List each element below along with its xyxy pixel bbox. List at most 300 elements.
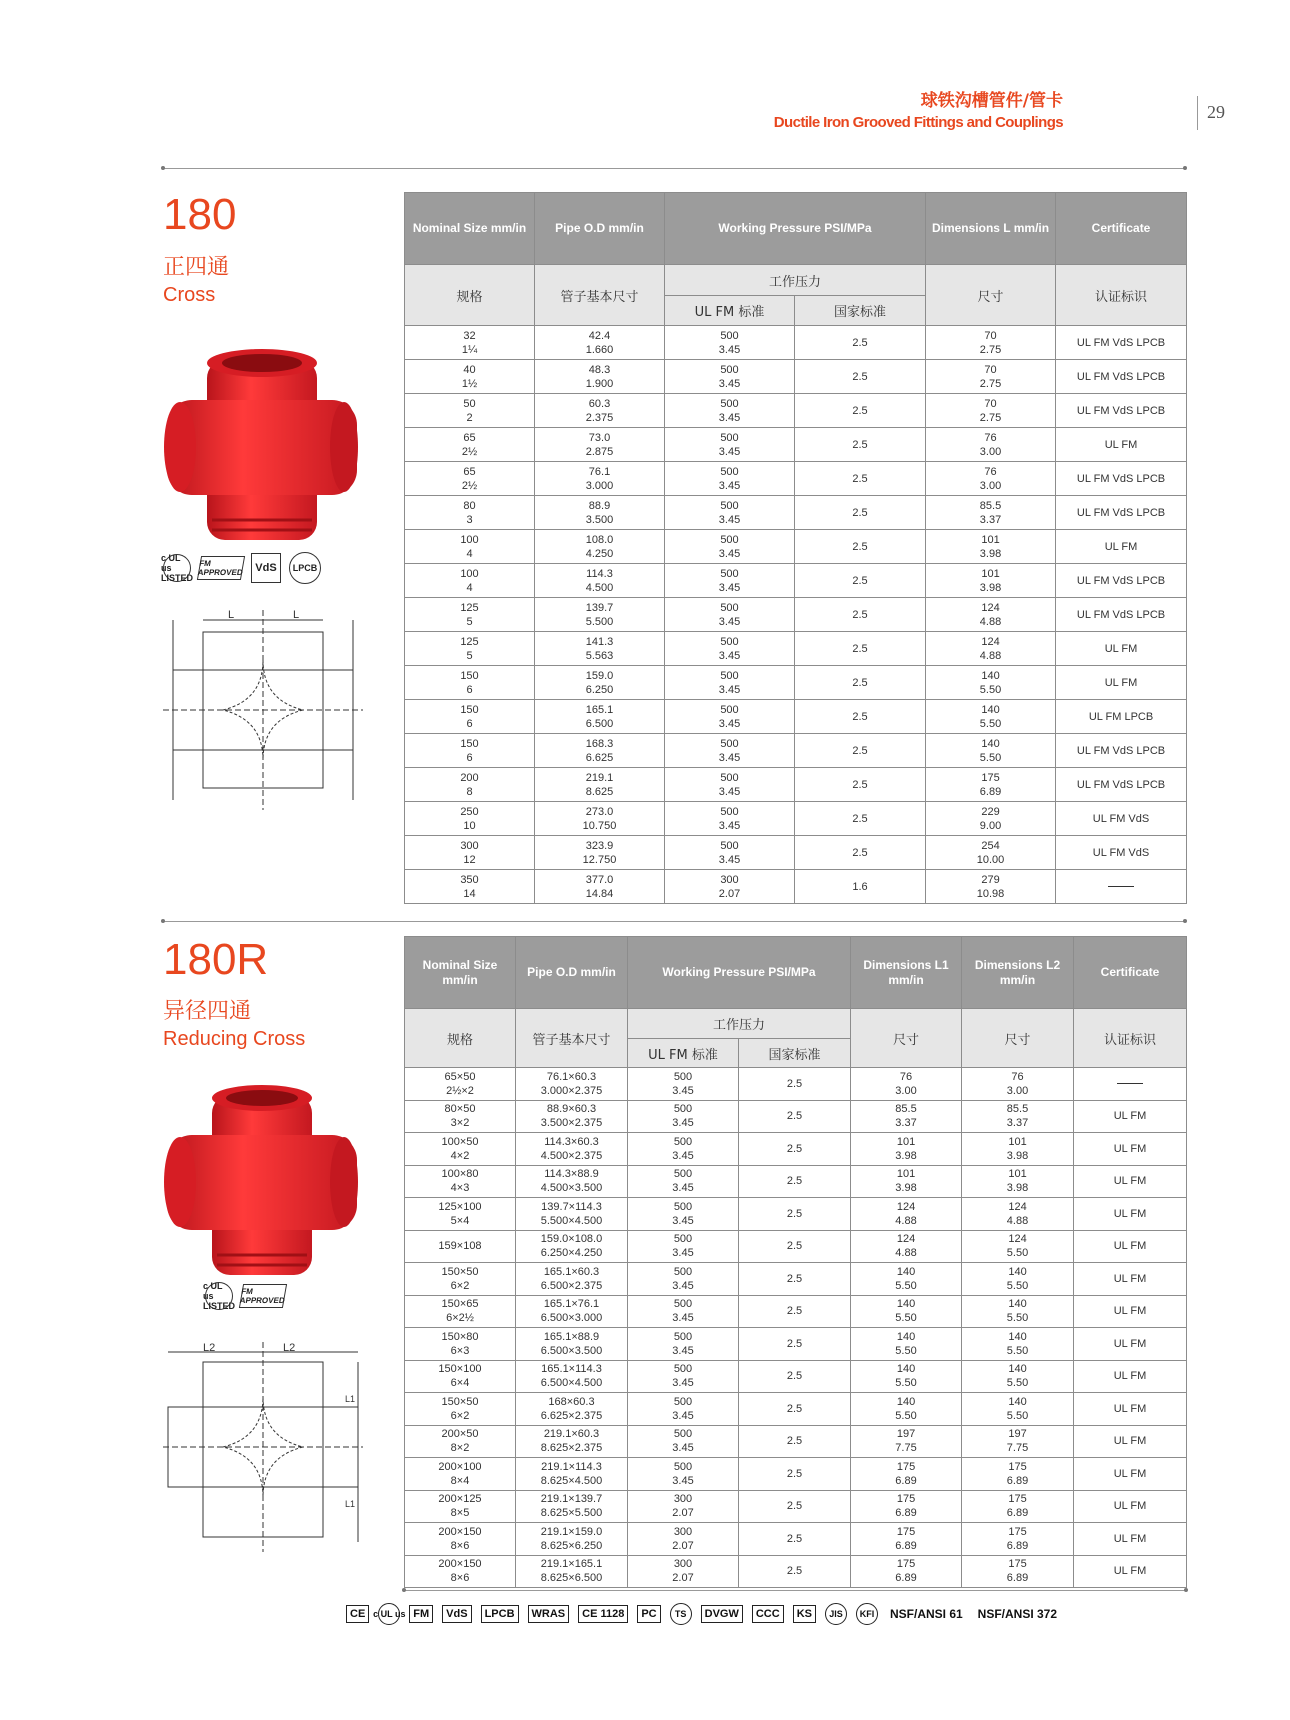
- dimension-l1-cell: 101 3.98: [851, 1133, 962, 1166]
- pressure-ul-fm-cell: 500 3.45: [628, 1360, 739, 1393]
- certificate-cell: UL FM: [1074, 1133, 1187, 1166]
- certificate-cell: UL FM LPCB: [1056, 700, 1187, 734]
- certificate-cell: UL FM: [1074, 1393, 1187, 1426]
- nominal-size-cell: 150×50 6×2: [405, 1263, 516, 1296]
- pressure-national-cell: 2.5: [739, 1360, 851, 1393]
- header-title-cn: 球铁沟槽管件/管卡: [920, 91, 1063, 111]
- pressure-ul-fm-cell: 500 3.45: [665, 428, 795, 462]
- dimension-l-cell: 70 2.75: [926, 326, 1056, 360]
- dimension-l2-cell: 175 6.89: [962, 1458, 1074, 1491]
- footer-logo: TS: [670, 1603, 692, 1625]
- certificate-cell: UL FM VdS LPCB: [1056, 360, 1187, 394]
- nominal-size-cell: 200×50 8×2: [405, 1425, 516, 1458]
- certificate-cell: UL FM VdS LPCB: [1056, 734, 1187, 768]
- table-row: [405, 1458, 1187, 1491]
- pressure-national-cell: 2.5: [739, 1555, 851, 1588]
- pipe-od-cell: 273.0 10.750: [535, 802, 665, 836]
- dimension-l1-cell: 140 5.50: [851, 1360, 962, 1393]
- dimension-l-cell: 229 9.00: [926, 802, 1056, 836]
- dimension-l1-cell: 140 5.50: [851, 1295, 962, 1328]
- pressure-ul-fm-cell: 500 3.45: [665, 496, 795, 530]
- drawing-label-l2: L2: [203, 1342, 216, 1354]
- table-row: [405, 734, 1187, 768]
- footer-logo: WRAS: [528, 1605, 570, 1623]
- pressure-ul-fm-cell: 500 3.45: [665, 768, 795, 802]
- pressure-ul-fm-cell: 500 3.45: [628, 1295, 739, 1328]
- ul-listed-logo: c UL us LISTED: [203, 1281, 236, 1311]
- pressure-national-cell: 2.5: [739, 1328, 851, 1361]
- pressure-national-cell: 2.5: [739, 1198, 851, 1231]
- pressure-national-cell: 2.5: [739, 1165, 851, 1198]
- certificate-cell: UL FM: [1074, 1490, 1187, 1523]
- table-row: [405, 428, 1187, 462]
- certificate-cell: UL FM VdS LPCB: [1056, 326, 1187, 360]
- dimension-l-cell: 101 3.98: [926, 564, 1056, 598]
- header-separator: [1197, 96, 1198, 130]
- pressure-national-cell: 2.5: [739, 1490, 851, 1523]
- pressure-national-cell: 2.5: [739, 1068, 851, 1101]
- product-code-180: 180: [163, 190, 237, 239]
- pipe-od-cell: 114.3×60.3 4.500×2.375: [516, 1133, 628, 1166]
- pressure-ul-fm-cell: 500 3.45: [665, 394, 795, 428]
- pressure-national-cell: 2.5: [795, 496, 926, 530]
- nominal-size-cell: 65 2½: [405, 428, 535, 462]
- dimension-l2-cell: 175 6.89: [962, 1555, 1074, 1588]
- table-row: [405, 768, 1187, 802]
- pressure-national-cell: 2.5: [739, 1133, 851, 1166]
- certificate-cell: UL FM VdS LPCB: [1056, 496, 1187, 530]
- col-header-dimensions-l1: Dimensions L1 mm/in: [851, 937, 962, 1009]
- certificate-cell: UL FM: [1074, 1425, 1187, 1458]
- table-row: [405, 1360, 1187, 1393]
- dimension-l-cell: 76 3.00: [926, 462, 1056, 496]
- nsf-standard-label: NSF/ANSI 61: [889, 1607, 963, 1621]
- pressure-ul-fm-cell: 500 3.45: [665, 734, 795, 768]
- nominal-size-cell: 200×150 8×6: [405, 1555, 516, 1588]
- pressure-national-cell: 2.5: [739, 1263, 851, 1296]
- pressure-ul-fm-cell: 500 3.45: [628, 1328, 739, 1361]
- table-row: [405, 1555, 1187, 1588]
- pipe-od-cell: 165.1×60.3 6.500×2.375: [516, 1263, 628, 1296]
- table-row: [405, 802, 1187, 836]
- certificate-cell: UL FM VdS LPCB: [1056, 598, 1187, 632]
- pressure-ul-fm-cell: 300 2.07: [628, 1523, 739, 1556]
- pressure-national-cell: 2.5: [795, 632, 926, 666]
- drawing-label-l1: L1: [345, 1394, 356, 1404]
- subheader-ul-fm-standard: UL FM 标准: [628, 1039, 739, 1068]
- nominal-size-cell: 65 2½: [405, 462, 535, 496]
- nominal-size-cell: 40 1½: [405, 360, 535, 394]
- subheader-pressure: 工作压力: [628, 1009, 851, 1039]
- dimension-l-cell: 124 4.88: [926, 632, 1056, 666]
- nominal-size-cell: 150×50 6×2: [405, 1393, 516, 1426]
- certificate-cell: UL FM: [1056, 666, 1187, 700]
- certificate-cell: UL FM: [1056, 428, 1187, 462]
- pressure-ul-fm-cell: 500 3.45: [628, 1230, 739, 1263]
- pipe-od-cell: 219.1×114.3 8.625×4.500: [516, 1458, 628, 1491]
- table-row: [405, 360, 1187, 394]
- nominal-size-cell: 65×50 2½×2: [405, 1068, 516, 1101]
- pressure-national-cell: 2.5: [739, 1100, 851, 1133]
- pipe-od-cell: 219.1×60.3 8.625×2.375: [516, 1425, 628, 1458]
- pressure-national-cell: 2.5: [795, 428, 926, 462]
- footer-logo: KS: [793, 1605, 816, 1623]
- certificate-cell: UL FM VdS LPCB: [1056, 394, 1187, 428]
- nominal-size-cell: 300 12: [405, 836, 535, 870]
- pressure-ul-fm-cell: 500 3.45: [628, 1100, 739, 1133]
- pressure-national-cell: 2.5: [739, 1295, 851, 1328]
- footer-logo: CCC: [752, 1605, 784, 1623]
- pipe-od-cell: 76.1 3.000: [535, 462, 665, 496]
- table-row: [405, 1230, 1187, 1263]
- reducing-cross-photo: [162, 1080, 362, 1280]
- product-code-180r: 180R: [163, 935, 269, 984]
- vds-logo: VdS: [251, 553, 281, 583]
- nominal-size-cell: 125 5: [405, 632, 535, 666]
- dimension-l1-cell: 197 7.75: [851, 1425, 962, 1458]
- subheader-spec: 规格: [405, 1009, 516, 1068]
- table-row: [405, 666, 1187, 700]
- certificate-cell: [1074, 1068, 1187, 1101]
- pressure-ul-fm-cell: 500 3.45: [665, 836, 795, 870]
- pressure-national-cell: 2.5: [739, 1393, 851, 1426]
- dimension-l2-cell: 140 5.50: [962, 1295, 1074, 1328]
- nominal-size-cell: 125×100 5×4: [405, 1198, 516, 1231]
- dimension-l1-cell: 140 5.50: [851, 1393, 962, 1426]
- dimension-l1-cell: 175 6.89: [851, 1555, 962, 1588]
- pipe-od-cell: 219.1 8.625: [535, 768, 665, 802]
- pressure-ul-fm-cell: 500 3.45: [628, 1393, 739, 1426]
- certificate-cell: UL FM VdS LPCB: [1056, 564, 1187, 598]
- dash-mark: [1117, 1083, 1143, 1084]
- footer-logo: LPCB: [481, 1605, 519, 1623]
- dimension-l-cell: 70 2.75: [926, 394, 1056, 428]
- pressure-ul-fm-cell: 500 3.45: [628, 1198, 739, 1231]
- dimension-l-cell: 76 3.00: [926, 428, 1056, 462]
- pressure-ul-fm-cell: 500 3.45: [665, 360, 795, 394]
- dimension-l-cell: 101 3.98: [926, 530, 1056, 564]
- table-row: [405, 496, 1187, 530]
- pressure-national-cell: 2.5: [795, 802, 926, 836]
- cross-fitting-photo: [162, 345, 362, 545]
- footer-logo: DVGW: [701, 1605, 743, 1623]
- certificate-cell: UL FM VdS: [1056, 836, 1187, 870]
- pipe-od-cell: 159.0×108.0 6.250×4.250: [516, 1230, 628, 1263]
- footer-logo: KFI: [856, 1603, 878, 1625]
- footer-logo: FM: [409, 1605, 433, 1623]
- table-row: [405, 632, 1187, 666]
- pressure-national-cell: 2.5: [739, 1458, 851, 1491]
- subheader-dimension-l2: 尺寸: [962, 1009, 1074, 1068]
- pipe-od-cell: 168×60.3 6.625×2.375: [516, 1393, 628, 1426]
- nominal-size-cell: 159×108: [405, 1230, 516, 1263]
- dimension-l1-cell: 124 4.88: [851, 1198, 962, 1231]
- certificate-cell: UL FM: [1074, 1328, 1187, 1361]
- subheader-cert: 认证标识: [1056, 265, 1187, 326]
- pressure-ul-fm-cell: 300 2.07: [665, 870, 795, 904]
- pressure-ul-fm-cell: 500 3.45: [628, 1263, 739, 1296]
- subheader-national-standard: 国家标准: [739, 1039, 851, 1068]
- col-header-certificate: Certificate: [1056, 193, 1187, 265]
- subheader-cert: 认证标识: [1074, 1009, 1187, 1068]
- dimension-l2-cell: 175 6.89: [962, 1523, 1074, 1556]
- table-row: [405, 564, 1187, 598]
- dimension-l2-cell: 197 7.75: [962, 1425, 1074, 1458]
- nominal-size-cell: 250 10: [405, 802, 535, 836]
- pressure-ul-fm-cell: 500 3.45: [628, 1458, 739, 1491]
- subheader-dimension-l1: 尺寸: [851, 1009, 962, 1068]
- section-divider-top: [163, 168, 1185, 169]
- footer-logo: c UL us: [378, 1603, 400, 1625]
- dimension-l2-cell: 124 5.50: [962, 1230, 1074, 1263]
- pressure-ul-fm-cell: 500 3.45: [628, 1165, 739, 1198]
- certificate-cell: UL FM: [1074, 1165, 1187, 1198]
- nominal-size-cell: 200×150 8×6: [405, 1523, 516, 1556]
- pressure-national-cell: 2.5: [795, 768, 926, 802]
- pressure-national-cell: 2.5: [739, 1523, 851, 1556]
- nominal-size-cell: 100 4: [405, 530, 535, 564]
- subheader-pressure: 工作压力: [665, 265, 926, 296]
- table-row: [405, 1100, 1187, 1133]
- pressure-national-cell: 2.5: [795, 530, 926, 564]
- table-row: [405, 462, 1187, 496]
- dimension-l1-cell: 124 4.88: [851, 1230, 962, 1263]
- pipe-od-cell: 165.1×114.3 6.500×4.500: [516, 1360, 628, 1393]
- dimension-l2-cell: 101 3.98: [962, 1165, 1074, 1198]
- pressure-ul-fm-cell: 500 3.45: [665, 700, 795, 734]
- footer-cert-logos: [346, 1603, 1060, 1625]
- table-row: [405, 1068, 1187, 1101]
- pipe-od-cell: 323.9 12.750: [535, 836, 665, 870]
- pipe-od-cell: 219.1×139.7 8.625×5.500: [516, 1490, 628, 1523]
- dimension-l2-cell: 124 4.88: [962, 1198, 1074, 1231]
- table-row: [405, 836, 1187, 870]
- dimension-l1-cell: 85.5 3.37: [851, 1100, 962, 1133]
- certificate-cell: UL FM VdS: [1056, 802, 1187, 836]
- table-row: [405, 1133, 1187, 1166]
- pipe-od-cell: 73.0 2.875: [535, 428, 665, 462]
- subheader-dimension: 尺寸: [926, 265, 1056, 326]
- drawing-label-l2: L2: [283, 1342, 296, 1354]
- subheader-pipe-size: 管子基本尺寸: [516, 1009, 628, 1068]
- pressure-national-cell: 2.5: [795, 462, 926, 496]
- table-row: [405, 1523, 1187, 1556]
- dimension-l1-cell: 175 6.89: [851, 1490, 962, 1523]
- pressure-national-cell: 2.5: [795, 360, 926, 394]
- section-divider-bottom: [404, 1590, 1186, 1591]
- table-row: [405, 1295, 1187, 1328]
- header-title-en: Ductile Iron Grooved Fittings and Couplings: [773, 114, 1063, 131]
- dimension-l-cell: 85.5 3.37: [926, 496, 1056, 530]
- nominal-size-cell: 150×100 6×4: [405, 1360, 516, 1393]
- certificate-cell: UL FM: [1074, 1523, 1187, 1556]
- nominal-size-cell: 350 14: [405, 870, 535, 904]
- dimension-l2-cell: 85.5 3.37: [962, 1100, 1074, 1133]
- dimension-l-cell: 140 5.50: [926, 666, 1056, 700]
- product-name-cn: 正四通: [163, 255, 230, 280]
- table-row: [405, 1165, 1187, 1198]
- certificate-cell: UL FM: [1056, 530, 1187, 564]
- pipe-od-cell: 114.3 4.500: [535, 564, 665, 598]
- pressure-ul-fm-cell: 500 3.45: [665, 326, 795, 360]
- nsf-standard-label: NSF/ANSI 372: [977, 1607, 1058, 1621]
- pressure-ul-fm-cell: 500 3.45: [665, 564, 795, 598]
- nominal-size-cell: 150×65 6×2½: [405, 1295, 516, 1328]
- certificate-cell: UL FM: [1074, 1100, 1187, 1133]
- page-number: 29: [1207, 102, 1225, 122]
- pipe-od-cell: 48.3 1.900: [535, 360, 665, 394]
- pipe-od-cell: 219.1×159.0 8.625×6.250: [516, 1523, 628, 1556]
- product-name-cn: 异径四通: [163, 999, 252, 1024]
- dimension-l-cell: 124 4.88: [926, 598, 1056, 632]
- dimension-l2-cell: 76 3.00: [962, 1068, 1074, 1101]
- footer-logo: JIS: [825, 1603, 847, 1625]
- lpcb-logo: LPCB: [289, 552, 321, 584]
- certificate-cell: UL FM: [1074, 1263, 1187, 1296]
- dimension-l1-cell: 140 5.50: [851, 1263, 962, 1296]
- nominal-size-cell: 150 6: [405, 734, 535, 768]
- nominal-size-cell: 150 6: [405, 666, 535, 700]
- pressure-ul-fm-cell: 500 3.45: [665, 632, 795, 666]
- pressure-national-cell: 2.5: [795, 700, 926, 734]
- dimension-l2-cell: 175 6.89: [962, 1490, 1074, 1523]
- table-row: [405, 530, 1187, 564]
- table-row: [405, 1425, 1187, 1458]
- col-header-pipe-od: Pipe O.D mm/in: [535, 193, 665, 265]
- footer-logo: VdS: [442, 1605, 471, 1623]
- pressure-national-cell: 2.5: [795, 836, 926, 870]
- nominal-size-cell: 150×80 6×3: [405, 1328, 516, 1361]
- nominal-size-cell: 200 8: [405, 768, 535, 802]
- pressure-ul-fm-cell: 500 3.45: [628, 1133, 739, 1166]
- pipe-od-cell: 377.0 14.84: [535, 870, 665, 904]
- col-header-dimensions-l: Dimensions L mm/in: [926, 193, 1056, 265]
- pipe-od-cell: 108.0 4.250: [535, 530, 665, 564]
- dimension-l-cell: 70 2.75: [926, 360, 1056, 394]
- dimension-l2-cell: 140 5.50: [962, 1393, 1074, 1426]
- footer-logo: CE 1128: [578, 1605, 628, 1623]
- nominal-size-cell: 200×125 8×5: [405, 1490, 516, 1523]
- certificate-cell: UL FM: [1074, 1198, 1187, 1231]
- subheader-pipe-size: 管子基本尺寸: [535, 265, 665, 326]
- table-row: [405, 1490, 1187, 1523]
- pressure-ul-fm-cell: 300 2.07: [628, 1490, 739, 1523]
- dimension-l2-cell: 101 3.98: [962, 1133, 1074, 1166]
- dimension-l-cell: 279 10.98: [926, 870, 1056, 904]
- certificate-cell: UL FM: [1074, 1555, 1187, 1588]
- pipe-od-cell: 165.1×88.9 6.500×3.500: [516, 1328, 628, 1361]
- pressure-ul-fm-cell: 500 3.45: [628, 1425, 739, 1458]
- reducing-cross-dimension-drawing: [163, 1342, 363, 1552]
- ul-listed-logo: c UL us LISTED: [161, 553, 194, 583]
- nominal-size-cell: 125 5: [405, 598, 535, 632]
- pressure-national-cell: 2.5: [795, 734, 926, 768]
- pressure-national-cell: 2.5: [795, 564, 926, 598]
- pressure-national-cell: 2.5: [795, 666, 926, 700]
- nominal-size-cell: 100×50 4×2: [405, 1133, 516, 1166]
- dimension-l-cell: 254 10.00: [926, 836, 1056, 870]
- pressure-national-cell: 1.6: [795, 870, 926, 904]
- certificate-cell: UL FM: [1074, 1458, 1187, 1491]
- pressure-ul-fm-cell: 500 3.45: [665, 666, 795, 700]
- section-divider-middle: [163, 921, 1185, 922]
- certificate-cell: UL FM: [1056, 632, 1187, 666]
- table-row: [405, 700, 1187, 734]
- subheader-ul-fm-standard: UL FM 标准: [665, 296, 795, 326]
- pipe-od-cell: 219.1×165.1 8.625×6.500: [516, 1555, 628, 1588]
- certificate-cell: UL FM: [1074, 1295, 1187, 1328]
- col-header-working-pressure: Working Pressure PSI/MPa: [628, 937, 851, 1009]
- pressure-national-cell: 2.5: [739, 1230, 851, 1263]
- footer-logo: PC: [637, 1605, 660, 1623]
- nominal-size-cell: 32 1¼: [405, 326, 535, 360]
- table-row: [405, 326, 1187, 360]
- table-row: [405, 1198, 1187, 1231]
- nominal-size-cell: 100 4: [405, 564, 535, 598]
- drawing-label-l: L: [228, 610, 235, 621]
- pressure-national-cell: 2.5: [795, 394, 926, 428]
- table-row: [405, 1263, 1187, 1296]
- pipe-od-cell: 60.3 2.375: [535, 394, 665, 428]
- pipe-od-cell: 76.1×60.3 3.000×2.375: [516, 1068, 628, 1101]
- product1-cert-logos: [163, 552, 321, 584]
- pressure-national-cell: 2.5: [795, 598, 926, 632]
- nominal-size-cell: 50 2: [405, 394, 535, 428]
- dimension-l1-cell: 140 5.50: [851, 1328, 962, 1361]
- drawing-label-l: L: [293, 610, 300, 621]
- pressure-ul-fm-cell: 300 2.07: [628, 1555, 739, 1588]
- pipe-od-cell: 88.9×60.3 3.500×2.375: [516, 1100, 628, 1133]
- table-row: [405, 1328, 1187, 1361]
- pipe-od-cell: 139.7 5.500: [535, 598, 665, 632]
- fm-approved-logo: FM APPROVED: [197, 556, 245, 580]
- certificate-cell: UL FM: [1074, 1230, 1187, 1263]
- nominal-size-cell: 150 6: [405, 700, 535, 734]
- pressure-ul-fm-cell: 500 3.45: [665, 802, 795, 836]
- pipe-od-cell: 165.1 6.500: [535, 700, 665, 734]
- certificate-cell: UL FM VdS LPCB: [1056, 462, 1187, 496]
- table-row: [405, 598, 1187, 632]
- dimension-l1-cell: 76 3.00: [851, 1068, 962, 1101]
- nominal-size-cell: 200×100 8×4: [405, 1458, 516, 1491]
- col-header-dimensions-l2: Dimensions L2 mm/in: [962, 937, 1074, 1009]
- pipe-od-cell: 88.9 3.500: [535, 496, 665, 530]
- col-header-working-pressure: Working Pressure PSI/MPa: [665, 193, 926, 265]
- dimension-l2-cell: 140 5.50: [962, 1360, 1074, 1393]
- nominal-size-cell: 80×50 3×2: [405, 1100, 516, 1133]
- product-name-en: Cross: [163, 284, 216, 306]
- dimension-l1-cell: 175 6.89: [851, 1458, 962, 1491]
- col-header-nominal-size: Nominal Size mm/in: [405, 937, 516, 1009]
- pipe-od-cell: 114.3×88.9 4.500×3.500: [516, 1165, 628, 1198]
- product2-cert-logos: [205, 1282, 285, 1310]
- dimension-l2-cell: 140 5.50: [962, 1328, 1074, 1361]
- certificate-cell: UL FM VdS LPCB: [1056, 768, 1187, 802]
- subheader-national-standard: 国家标准: [795, 296, 926, 326]
- dimension-l-cell: 140 5.50: [926, 700, 1056, 734]
- pipe-od-cell: 139.7×114.3 5.500×4.500: [516, 1198, 628, 1231]
- nominal-size-cell: 100×80 4×3: [405, 1165, 516, 1198]
- dimension-l1-cell: 101 3.98: [851, 1165, 962, 1198]
- fm-approved-logo: FM APPROVED: [239, 1284, 287, 1308]
- pipe-od-cell: 168.3 6.625: [535, 734, 665, 768]
- reducing-cross-spec-table: [404, 936, 1187, 1588]
- pressure-ul-fm-cell: 500 3.45: [665, 462, 795, 496]
- table-row: [405, 394, 1187, 428]
- table-row: [405, 870, 1187, 904]
- col-header-certificate: Certificate: [1074, 937, 1187, 1009]
- subheader-spec: 规格: [405, 265, 535, 326]
